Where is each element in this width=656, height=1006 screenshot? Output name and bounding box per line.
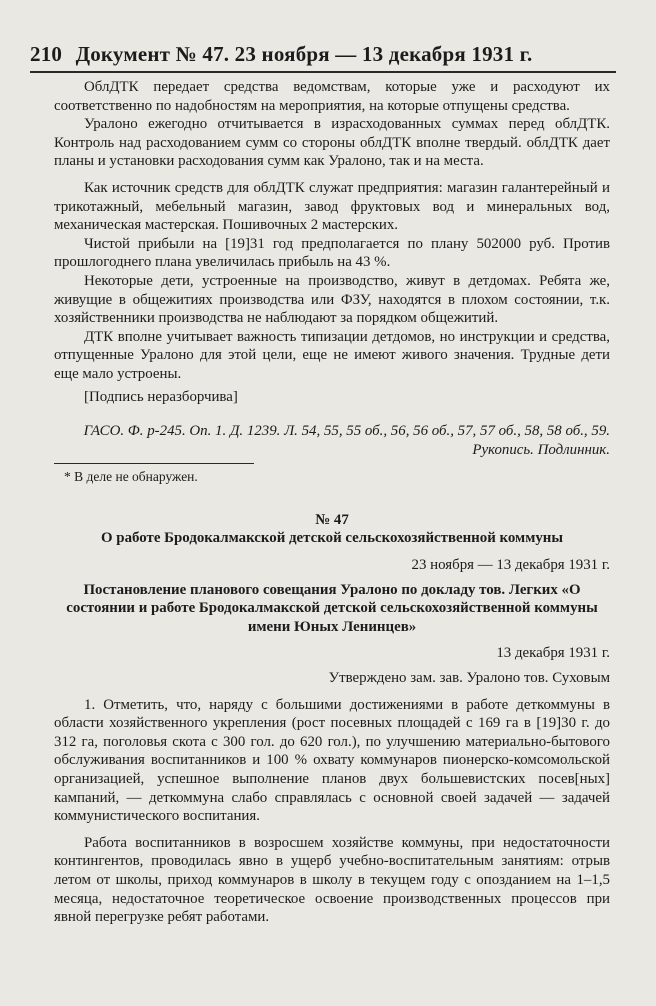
document-title: О работе Бродокалмакской детской сельскохозяйственной коммуны [101, 530, 563, 547]
signature-line: [Подпись неразборчива] [84, 388, 238, 405]
page-body [54, 78, 610, 927]
running-header [30, 42, 616, 67]
footnote-rule [54, 463, 254, 464]
paragraph: ОблДТК передает средства ведомствам, которые уже и расходуют их соответственно по надобностям на мероприятия, на которые отпущены средства. [54, 79, 610, 114]
paragraph: Некоторые дети, устроенные на производство, живут в детдомах. Ребята же, живущие в общежитиях производства или ФЗУ, находятся в плохом состоянии, т.к. хозяйственники производства не наблюдают за порядком общежитий. [54, 272, 610, 327]
resolution-date: 13 декабря 1931 г. [496, 645, 610, 662]
archive-reference: ГАСО. Ф. р-245. Оп. 1. Д. 1239. Л. 54, 55, 55 об., 56, 56 об., 57, 57 об., 58, 58 об., 59. [83, 423, 610, 440]
approval-line: Утверждено зам. зав. Уралоно тов. Суховым [328, 670, 610, 687]
paragraph: 1. Отметить, что, наряду с большими достижениями в работе деткоммуны в области хозяйственного укрепления (рост посевных площадей с 169 га в [19]30 г. до 312 га, поголовья скота с 300 гол. до 620 гол.), по улучшению материально-бытового обслуживания воспитанников и 100 % охвату коммунаров пионерско-комсомольской организацией, успешное выполнение планов двух большевистских посев[ных] кампаний, — деткоммуна слабо справлялась с основной своей задачей — задачей коммунистического воспитания. [54, 696, 610, 825]
running-title: Документ № 47. 23 ноября — 13 декабря 1931 г. [75, 42, 533, 66]
paragraph: Уралоно ежегодно отчитывается в израсходованных суммах перед облДТК. Контроль над расходованием сумм со стороны облДТК вполне твердый. облДТК дает планы и установки расходования сумм как Уралоно, так и на места. [54, 116, 610, 170]
page-number: 210 [30, 42, 63, 66]
paragraph: Как источник средств для облДТК служат предприятия: магазин галантерейный и трикотажный, мебельный магазин, завод фруктовых вод и минеральных вод, механическая мастерская. Пошивочных 2 мастерских. [54, 179, 610, 234]
paragraph: ДТК вполне учитывает важность типизации детдомов, но инструкции и средства, отпущенные Уралоно для этой цели, еще не имеют живого значения. Трудные дети еще мало устроены. [54, 328, 610, 382]
resolution-title: Постановление планового совещания Уралоно по докладу тов. Легких «О состоянии и работе Бродокалмакской детской сельскохозяйственной коммуны имени Юных Ленинцев» [66, 581, 598, 635]
document-number: № 47 [315, 511, 349, 528]
paragraph: Чистой прибыли на [19]31 год предполагается по плану 502000 руб. Против прошлогоднего плана увеличилась прибыль на 43 %. [54, 235, 610, 271]
header-rule [30, 71, 616, 73]
paragraph: Работа воспитанников в возросшем хозяйстве коммуны, при недостаточности контингентов, проводилась явно в ущерб учебно-воспитательным занятиям: отрыв летом от школы, приход коммунаров в школу в текущем году с опозданием на 1–1,5 месяца, недостаточное теоретическое освоение производственных процессов при явной перегрузке ребят работами. [54, 834, 610, 926]
footnote: * В деле не обнаружен. [64, 469, 198, 485]
document-date-range: 23 ноября — 13 декабря 1931 г. [411, 557, 610, 574]
archive-note: Рукопись. Подлинник. [472, 441, 610, 458]
